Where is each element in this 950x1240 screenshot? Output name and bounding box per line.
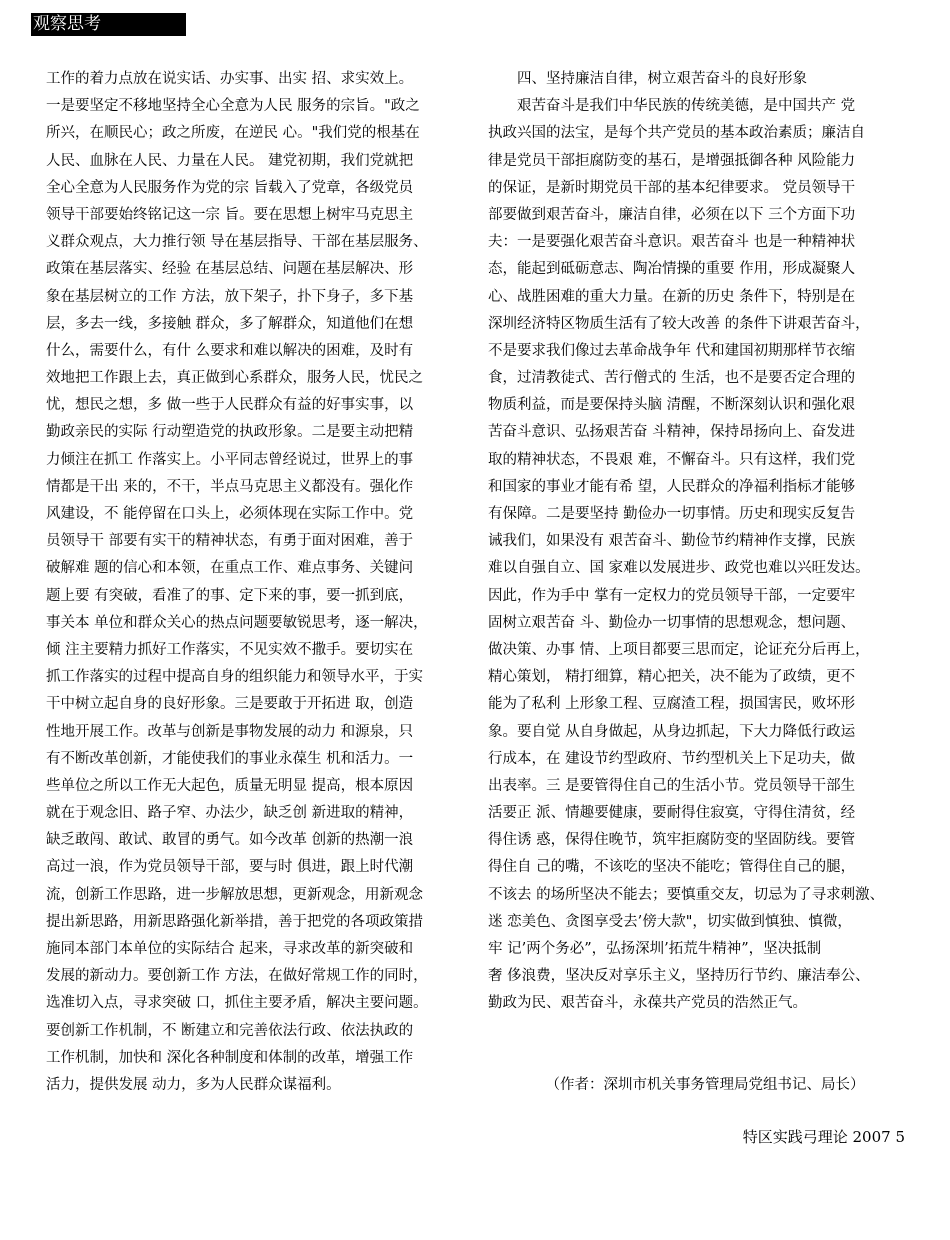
text-line: 全心全意为人民服务作为党的宗 旨载入了党章，各级党员 [46,179,414,196]
text-line: 能为了私利 上形象工程、豆腐渣工程，损国害民，败坏形 [488,696,856,713]
section-title: 观察思考 [31,13,186,36]
text-line: 所兴，在顺民心；政之所废，在逆民 心。"我们党的根基在 [46,125,420,142]
text-line: 固树立艰苦奋 斗、勤俭办一切事情的思想观念，想问题、 [488,614,856,631]
text-line: 得住诱 惑，保得住晚节，筑牢拒腐防变的坚固防线。要管 [488,832,856,849]
author-credit: （作者：深圳市机关事务管理局党组书记、局长） [545,1076,865,1093]
text-line: 勤政亲民的实际 行动塑造党的执政形象。二是要主动把精 [46,424,414,441]
text-line: 和国家的事业才能有希 望，人民群众的净福利指标才能够 [488,478,856,495]
text-line: 施同本部门本单位的实际结合 起来，寻求改革的新突破和 [46,941,414,957]
text-line: 四、坚持廉洁自律，树立艰苦奋斗的良好形象 [488,71,807,87]
text-line: 发展的新动力。要创新工作 方法，在做好常规工作的同时， [46,968,428,985]
text-line: 流，创新工作思路，进一步解放思想，更新观念，用新观念 [46,886,423,903]
text-line: 事关本 单位和群众关心的热点问题要敏锐思考，逐一解决， [46,614,428,631]
text-line: 行成本，在 建设节约型政府、节约型机关上下足功夫，做 [488,750,856,767]
text-line: 得住自 己的嘴，不该吃的坚决不能吃；管得住自己的腿， [488,859,856,876]
text-line: 什么，需要什么，有什 么要求和难以解决的困难，及时有 [46,342,414,359]
text-line: 苦奋斗意识、弘扬艰苦奋 斗精神，保持昂扬向上、奋发进 [488,424,856,441]
text-line: 人民、血脉在人民、力量在人民。 建党初期，我们党就把 [46,152,414,169]
text-line: 缺乏敢闯、敢试、敢冒的勇气。如今改革 创新的热潮一浪 [46,832,414,849]
text-line: 些单位之所以工作无大起色，质量无明显 提高，根本原因 [46,777,414,794]
text-line: 因此，作为手中 掌有一定权力的党员领导干部，一定要牢 [488,587,856,604]
text-line: 艰苦奋斗是我们中华民族的传统美德，是中国共产 党 [488,98,856,115]
text-line: 精心策划， 精打细算，精心把关，决不能为了政绩，更不 [488,669,856,686]
spacer [488,1018,916,1072]
text-line: 层，多去一线，多接触 群众，多了解群众，知道他们在想 [46,315,414,332]
text-line: 一是要坚定不移地坚持全心全意为人民 服务的宗旨。"政之 [46,98,420,115]
text-line: 态，能起到砥砺意志、陶冶情操的重要 作用，形成凝聚人 [488,261,856,278]
text-line: 不该去 的场所坚决不能去；要慎重交友，切忌为了寻求刺激、 [488,886,885,903]
text-line: 义群众观点，大力推行领 导在基层指导、干部在基层服务、 [46,234,428,251]
text-line: 题上要 有突破，看准了的事、定下来的事，要一抓到底， [46,587,414,604]
text-line: 象在基层树立的工作 方法，放下架子，扑下身子，多下基 [46,288,414,305]
text-line: 要创新工作机制，不 断建立和完善依法行政、依法执政的 [46,1022,414,1039]
text-line: 有不断改革创新，才能使我们的事业永葆生 机和活力。一 [46,750,414,767]
text-line: 工作机制，加快和 深化各种制度和体制的改革，增强工作 [46,1049,414,1066]
text-line: 物质利益，而是要保持头脑 清醒，不断深刻认识和强化艰 [488,397,856,414]
text-line: 奢 侈浪费，坚决反对享乐主义，坚持历行节约、廉洁奉公、 [488,968,870,985]
text-line: 政策在基层落实、经验 在基层总结、问题在基层解决、形 [46,261,414,278]
text-line: 选准切入点，寻求突破 口，抓住主要矛盾，解决主要问题。 [46,995,428,1012]
text-line: 活要正 派、情趣要健康，要耐得住寂寞，守得住清贫，经 [488,805,856,822]
text-line: 活力，提供发展 动力，多为人民群众谋福利。 [46,1076,341,1093]
text-line: 难以自强自立、国 家难以发展进步、政党也难以兴旺发达。 [488,560,870,577]
text-line: 的保证，是新时期党员干部的基本纪律要求。 党员领导干 [488,179,856,196]
text-line: 食，过清教徒式、苦行僧式的 生活，也不是要否定合理的 [488,370,856,387]
text-line: 执政兴国的法宝，是每个共产党员的基本政治素质；廉洁自 [488,125,865,142]
text-line: 性地开展工作。改革与创新是事物发展的动力 和源泉，只 [46,723,414,740]
text-line: 忧，想民之想，多 做一些于人民群众有益的好事实事，以 [46,397,414,414]
text-line: 提出新思路，用新思路强化新举措，善于把党的各项政策措 [46,913,423,930]
text-line: 牢 记’两个务必”，弘扬深圳’拓荒牛精神”，坚决抵制 [488,941,822,957]
text-line: 诫我们，如果没有 艰苦奋斗、勤俭节约精神作支撑，民族 [488,533,856,550]
text-line: 领导干部要始终铭记这一宗 旨。要在思想上树牢马克思主 [46,206,414,223]
text-line: 部要做到艰苦奋斗，廉洁自律，必须在以下 三个方面下功 [488,206,856,223]
text-line: 工作的着力点放在说实话、办实事、出实 招、求实效上。 [46,71,414,87]
publication-footer: 特区实践弓理论 2007 5 [742,1128,905,1146]
text-line: 破解难 题的信心和本领，在重点工作、难点事务、关键问 [46,560,414,577]
article-right-column [488,66,916,1099]
text-line: 深圳经济特区物质生活有了较大改善 的条件下讲艰苦奋斗， [488,315,870,332]
text-line: 效地把工作跟上去，真正做到心系群众，服务人民，忧民之 [46,370,423,387]
text-line: 风建设，不 能停留在口头上，必须体现在实际工作中。党 [46,506,414,522]
text-line: 员领导干 部要有实干的精神状态，有勇于面对困难，善于 [46,533,414,550]
text-line: 心、战胜困难的重大力量。在新的历史 条件下，特别是在 [488,288,856,305]
text-line: 律是党员干部拒腐防变的基石，是增强抵御各种 风险能力 [488,152,856,169]
text-line: 倾 注主要精力抓好工作落实，不见实效不撒手。要切实在 [46,641,414,658]
text-line: 取的精神状态，不畏艰 难，不懈奋斗。只有这样，我们党 [488,451,856,468]
text-line: 迷 恋美色、贪图享受去’傍大款"，切实做到慎独、慎微， [488,913,852,930]
text-line: 力倾注在抓工 作落实上。小平同志曾经说过，世界上的事 [46,451,414,468]
article-left-column [46,66,472,1099]
text-line: 高过一浪，作为党员领导干部，要与时 俱进，跟上时代潮 [46,859,414,876]
text-line: 抓工作落实的过程中提高自身的组织能力和领导水平，于实 [46,669,423,686]
text-line: 不是要求我们像过去革命战争年 代和建国初期那样节衣缩 [488,342,856,359]
text-line: 象。要自觉 从自身做起，从身边抓起，下大力降低行政运 [488,723,856,740]
text-line: 就在于观念旧、路子窄、办法少，缺乏创 新进取的精神， [46,805,414,822]
text-line: 有保障。二是要坚持 勤俭办一切事情。历史和现实反复告 [488,506,856,522]
text-line: 情都是干出 来的，不干，半点马克思主义都没有。强化作 [46,478,414,495]
text-line: 勤政为民、艰苦奋斗，永葆共产党员的浩然正气。 [488,995,807,1012]
text-line: 干中树立起自身的良好形象。三是要敢于开拓进 取，创造 [46,696,414,713]
text-line: 夫：一是要强化艰苦奋斗意识。艰苦奋斗 也是一种精神状 [488,234,856,251]
text-line: 做决策、办事 情、上项目都要三思而定，论证充分后再上， [488,641,870,658]
text-line: 出表率。三 是要管得住自己的生活小节。党员领导干部生 [488,777,856,794]
